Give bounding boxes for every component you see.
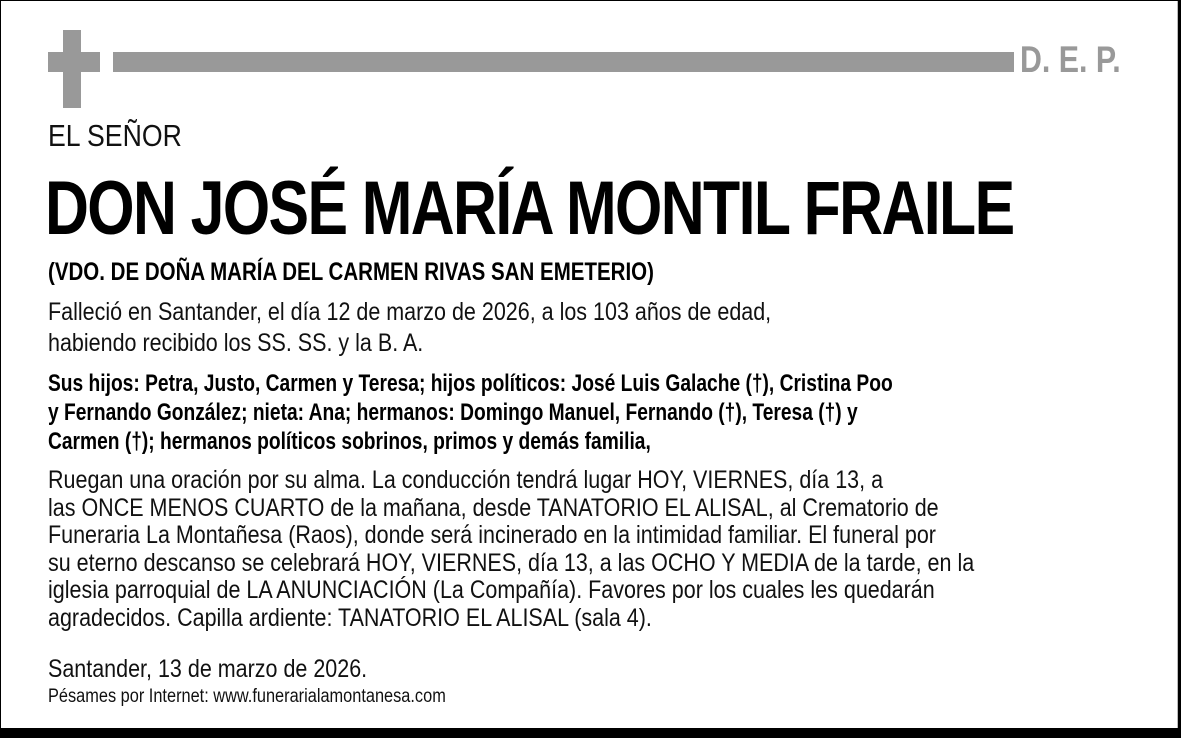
condolences-link[interactable]: Pésames por Internet: www.funerarialamontanesa.com	[48, 686, 446, 707]
death-line: Falleció en Santander, el día 12 de marzo de 2026, a los 103 años de edad,	[48, 298, 772, 326]
ceremony-line: las ONCE MENOS CUARTO de la mañana, desde TANATORIO EL ALISAL, al Crematorio de	[48, 493, 939, 522]
family-line: Sus hijos: Petra, Justo, Carmen y Teresa; hijos políticos: José Luis Galache (†), Cristina Poo	[48, 370, 893, 397]
place-date: Santander, 13 de marzo de 2026.	[48, 655, 368, 683]
family-line: Carmen (†); hermanos políticos sobrinos, primos y demás familia,	[48, 428, 651, 455]
ceremony-paragraph	[48, 467, 974, 632]
death-line: habiendo recibido los SS. SS. y la B. A.	[48, 329, 424, 357]
death-paragraph	[48, 297, 771, 359]
ceremony-line: agradecidos. Capilla ardiente: TANATORIO EL ALISAL (sala 4).	[48, 603, 652, 632]
widow-note: (VDO. DE DOÑA MARÍA DEL CARMEN RIVAS SAN EMETERIO)	[48, 258, 654, 286]
title-prefix: EL SEÑOR	[48, 118, 182, 153]
ceremony-line: su eterno descanso se celebrará HOY, VIERNES, día 13, a las OCHO Y MEDIA de la tarde, en la	[48, 548, 975, 577]
latin-cross-icon-arm	[48, 52, 100, 72]
bottom-border	[0, 728, 1181, 738]
family-paragraph	[48, 369, 893, 456]
ceremony-line: iglesia parroquial de LA ANUNCIACIÓN (La Compañía). Favores por los cuales les quedarán	[48, 576, 935, 604]
family-line: y Fernando González; nieta: Ana; hermanos: Domingo Manuel, Fernando (†), Teresa (†) y	[48, 399, 858, 426]
deceased-name: DON JOSÉ MARÍA MONTIL FRAILE	[45, 166, 1014, 251]
dep-label: D. E. P.	[1020, 39, 1121, 80]
ceremony-line: Ruegan una oración por su alma. La conducción tendrá lugar HOY, VIERNES, día 13, a	[48, 466, 884, 494]
ceremony-line: Funeraria La Montañesa (Raos), donde será incinerado en la intimidad familiar. El funeral por	[48, 521, 936, 549]
obituary-notice	[1, 1, 1178, 728]
header-rule	[113, 52, 1014, 72]
